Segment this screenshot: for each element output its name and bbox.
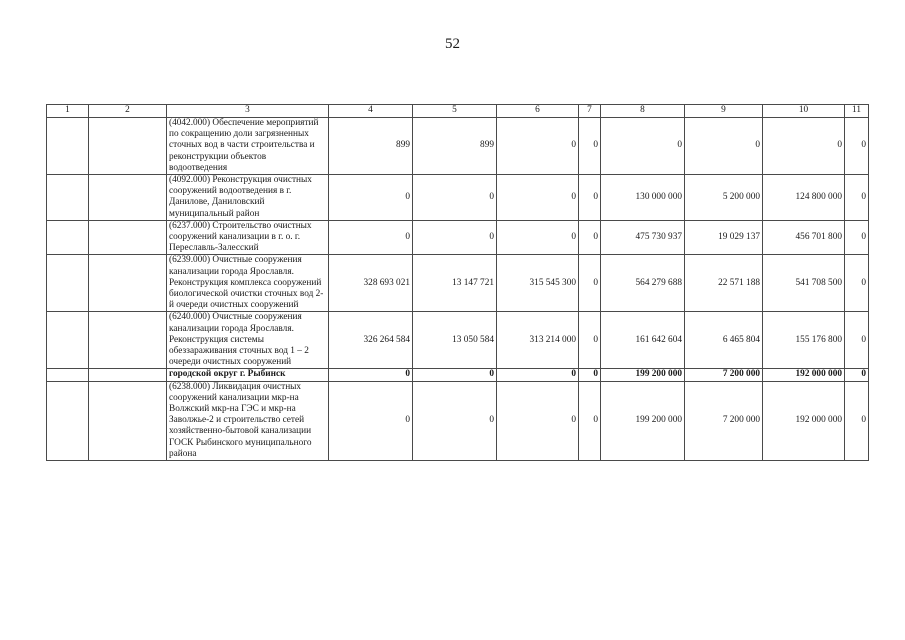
- cell-value: 0: [579, 381, 601, 460]
- column-header: 3: [167, 105, 329, 118]
- cell-value: 192 000 000: [763, 369, 845, 381]
- header-row: [47, 105, 869, 118]
- column-header: 1: [47, 105, 89, 118]
- cell-value: 0: [579, 255, 601, 312]
- column-header: 4: [329, 105, 413, 118]
- cell-value: 0: [329, 381, 413, 460]
- page-number: 52: [445, 36, 460, 52]
- cell-value: 19 029 137: [685, 220, 763, 255]
- cell-code: [89, 255, 167, 312]
- cell-value: 0: [413, 175, 497, 221]
- cell-value: 0: [845, 118, 869, 175]
- cell-value: 0: [579, 369, 601, 381]
- cell-value: 0: [497, 220, 579, 255]
- cell-value: 0: [845, 381, 869, 460]
- cell-value: 0: [413, 369, 497, 381]
- cell-value: 326 264 584: [329, 312, 413, 369]
- column-header: 11: [845, 105, 869, 118]
- cell-value: 0: [329, 175, 413, 221]
- table-row: [47, 255, 869, 312]
- cell-value: 7 200 000: [685, 381, 763, 460]
- cell-code: [89, 381, 167, 460]
- cell-value: 0: [579, 220, 601, 255]
- column-header: 8: [601, 105, 685, 118]
- cell-value: 899: [329, 118, 413, 175]
- cell-value: 328 693 021: [329, 255, 413, 312]
- cell-value: 5 200 000: [685, 175, 763, 221]
- cell-code: [89, 220, 167, 255]
- cell-value: 456 701 800: [763, 220, 845, 255]
- cell-value: 155 176 800: [763, 312, 845, 369]
- section-row: [47, 369, 869, 381]
- cell-value: 0: [845, 255, 869, 312]
- cell-description: (4042.000) Обеспечение мероприятий по сокращению доли загрязненных сточных вод в части строительства и реконструкции объектов водоотведения: [167, 118, 329, 175]
- cell-number: [47, 381, 89, 460]
- table-row: [47, 312, 869, 369]
- column-header: 2: [89, 105, 167, 118]
- cell-value: 0: [497, 118, 579, 175]
- cell-value: 315 545 300: [497, 255, 579, 312]
- cell-description: (6237.000) Строительство очистных сооружений канализации в г. о. г. Переславль-Залесский: [167, 220, 329, 255]
- cell-code: [89, 312, 167, 369]
- cell-value: 199 200 000: [601, 369, 685, 381]
- cell-value: 0: [497, 381, 579, 460]
- table-row: [47, 381, 869, 460]
- cell-code: [89, 118, 167, 175]
- cell-value: 0: [845, 175, 869, 221]
- cell-value: 0: [329, 220, 413, 255]
- table-row: [47, 220, 869, 255]
- budget-table: [46, 104, 869, 461]
- cell-value: 161 642 604: [601, 312, 685, 369]
- cell-value: 7 200 000: [685, 369, 763, 381]
- cell-number: [47, 369, 89, 381]
- cell-value: 13 147 721: [413, 255, 497, 312]
- cell-value: 313 214 000: [497, 312, 579, 369]
- cell-description: (6240.000) Очистные сооружения канализации города Ярославля. Реконструкция системы обеззараживания сточных вод 1 – 2 очереди очистных сооружений: [167, 312, 329, 369]
- cell-description: (6238.000) Ликвидация очистных сооружений канализации мкр-на Волжский мкр-на ГЭС и мкр-на Заволжье-2 и строительство сетей хозяйственно-бытовой канализации ГОСК Рыбинского муниципального района: [167, 381, 329, 460]
- cell-value: 0: [763, 118, 845, 175]
- cell-description: (6239.000) Очистные сооружения канализации города Ярославля. Реконструкция комплекса сооружений биологической очистки сточных вод 2-й очереди очистных сооружений: [167, 255, 329, 312]
- cell-code: [89, 175, 167, 221]
- cell-value: 0: [579, 118, 601, 175]
- table-row: [47, 118, 869, 175]
- cell-value: 0: [497, 369, 579, 381]
- cell-number: [47, 312, 89, 369]
- cell-value: 124 800 000: [763, 175, 845, 221]
- cell-value: 0: [329, 369, 413, 381]
- cell-value: 899: [413, 118, 497, 175]
- cell-value: 0: [845, 312, 869, 369]
- column-header: 6: [497, 105, 579, 118]
- column-header: 7: [579, 105, 601, 118]
- cell-value: 192 000 000: [763, 381, 845, 460]
- cell-value: 0: [579, 312, 601, 369]
- cell-value: 6 465 804: [685, 312, 763, 369]
- cell-number: [47, 255, 89, 312]
- cell-value: 130 000 000: [601, 175, 685, 221]
- cell-value: 0: [601, 118, 685, 175]
- cell-value: 0: [413, 381, 497, 460]
- cell-value: 13 050 584: [413, 312, 497, 369]
- cell-code: [89, 369, 167, 381]
- cell-value: 0: [497, 175, 579, 221]
- cell-value: 199 200 000: [601, 381, 685, 460]
- cell-value: 22 571 188: [685, 255, 763, 312]
- column-header: 5: [413, 105, 497, 118]
- column-header: 9: [685, 105, 763, 118]
- cell-value: 0: [579, 175, 601, 221]
- column-header: 10: [763, 105, 845, 118]
- cell-value: 0: [845, 220, 869, 255]
- cell-value: 0: [685, 118, 763, 175]
- section-title: городской округ г. Рыбинск: [167, 369, 329, 381]
- cell-number: [47, 175, 89, 221]
- cell-value: 475 730 937: [601, 220, 685, 255]
- cell-description: (4092.000) Реконструкция очистных сооружений водоотведения в г. Данилове, Даниловский муниципальный район: [167, 175, 329, 221]
- cell-value: 541 708 500: [763, 255, 845, 312]
- cell-value: 0: [413, 220, 497, 255]
- cell-number: [47, 220, 89, 255]
- cell-value: 564 279 688: [601, 255, 685, 312]
- cell-value: 0: [845, 369, 869, 381]
- table-row: [47, 175, 869, 221]
- cell-number: [47, 118, 89, 175]
